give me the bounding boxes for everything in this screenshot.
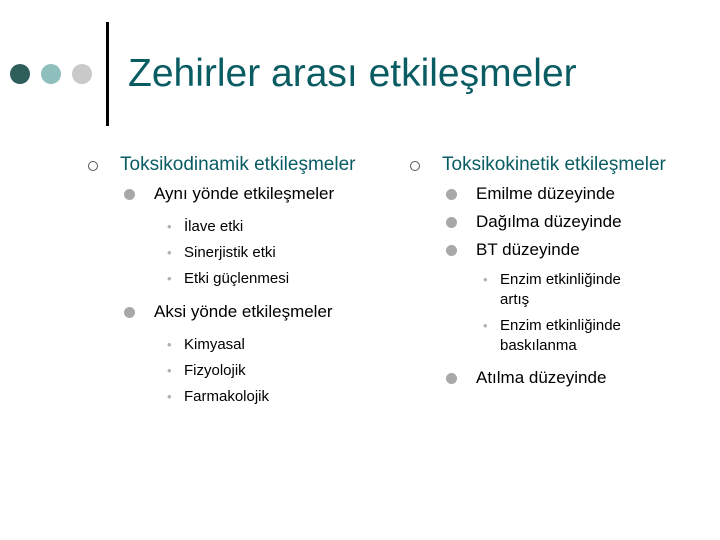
circle-bullet-icon: [410, 161, 420, 171]
group2-item: Fizyolojik: [184, 362, 246, 379]
group2-label: Aksi yönde etkileşmeler: [154, 302, 333, 321]
right-item: Dağılma düzeyinde: [476, 212, 622, 231]
circle-bullet-icon: [88, 161, 98, 171]
dot-bullet-icon: [124, 189, 135, 200]
dot-bullet-icon: [446, 217, 457, 228]
right-subitem: Enzim etkinliğinde artış: [500, 271, 621, 308]
list-item: [88, 384, 404, 410]
small-bullet-icon: •: [483, 272, 488, 287]
list-item: [88, 332, 404, 358]
decorative-dots: [10, 64, 94, 86]
list-item: [88, 240, 404, 266]
dot-bullet-icon: [446, 245, 457, 256]
right-item: BT düzeyinde: [476, 240, 580, 259]
slide-title: Zehirler arası etkileşmeler: [128, 52, 577, 95]
dot-bullet-icon: [446, 373, 457, 384]
dot-bullet-icon: [124, 307, 135, 318]
list-item: [88, 358, 404, 384]
small-bullet-icon: •: [167, 389, 172, 404]
right-last-item: Atılma düzeyinde: [476, 368, 607, 387]
right-heading-text: Toksikokinetik etkileşmeler: [442, 154, 666, 175]
small-bullet-icon: •: [167, 271, 172, 286]
list-item: [410, 316, 650, 356]
right-heading: [410, 150, 710, 180]
group1-item: Sinerjistik etki: [184, 244, 276, 261]
group1-label: Aynı yönde etkileşmeler: [154, 184, 335, 203]
group2-item: Kimyasal: [184, 336, 245, 353]
list-item: [88, 180, 404, 208]
dot-medium-icon: [41, 64, 61, 84]
small-bullet-icon: •: [167, 219, 172, 234]
right-column: [410, 150, 710, 392]
small-bullet-icon: •: [167, 245, 172, 260]
list-item: [410, 236, 710, 264]
right-subitem: Enzim etkinliğinde baskılanma: [500, 317, 621, 354]
dot-dark-icon: [10, 64, 30, 84]
right-item: Emilme düzeyinde: [476, 184, 615, 203]
dot-light-icon: [72, 64, 92, 84]
list-item: [410, 180, 710, 208]
list-item: [410, 270, 650, 310]
title-divider: [106, 22, 109, 126]
left-heading-text: Toksikodinamik etkileşmeler: [120, 154, 356, 175]
list-item: [88, 266, 404, 292]
left-column: [88, 150, 404, 410]
small-bullet-icon: •: [167, 363, 172, 378]
left-heading: [88, 150, 404, 180]
small-bullet-icon: •: [167, 337, 172, 352]
list-item: [410, 208, 710, 236]
group1-item: İlave etki: [184, 218, 244, 235]
group2-item: Farmakolojik: [184, 388, 270, 405]
dot-bullet-icon: [446, 189, 457, 200]
list-item: [88, 214, 404, 240]
group1-item: Etki güçlenmesi: [184, 270, 290, 287]
small-bullet-icon: •: [483, 318, 488, 333]
list-item: [88, 298, 404, 326]
list-item: [410, 364, 710, 392]
